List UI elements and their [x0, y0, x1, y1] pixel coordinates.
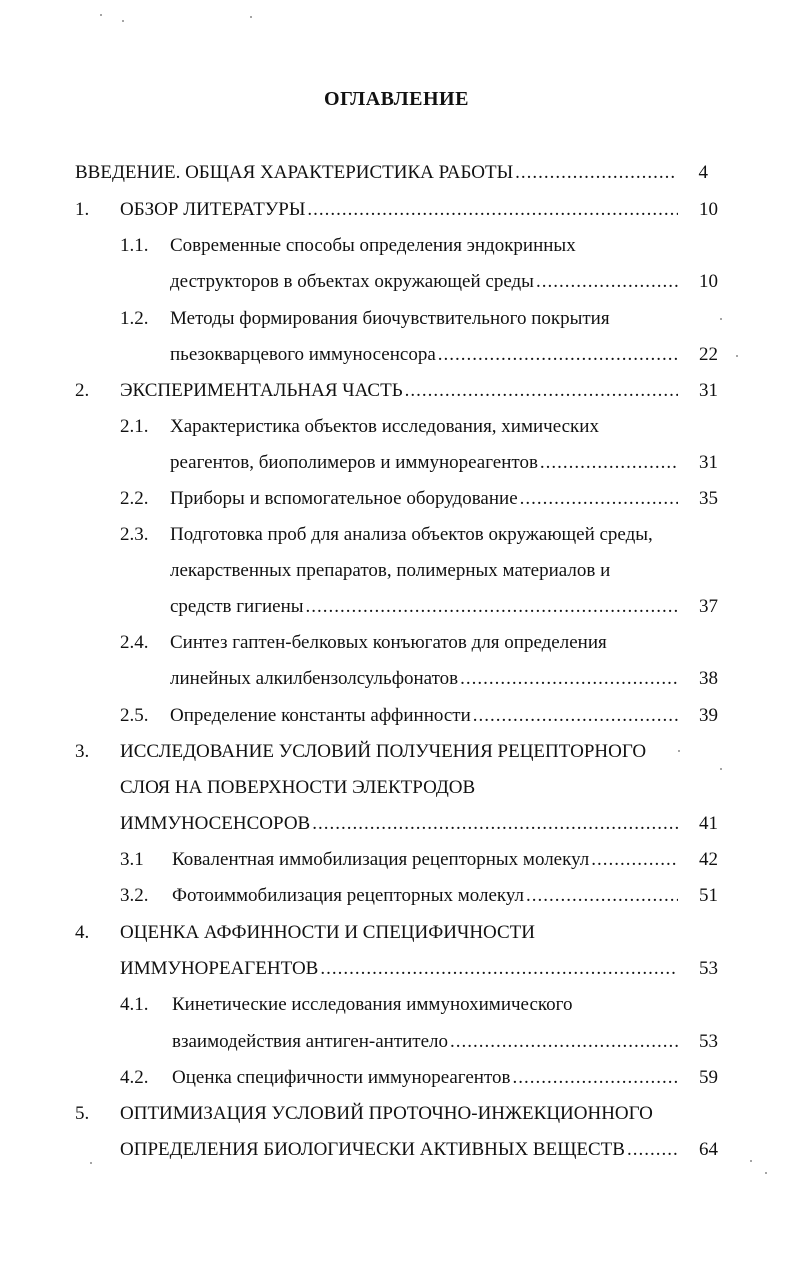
toc-page-number: 64 [699, 1139, 718, 1160]
leader-dots [450, 1029, 678, 1055]
toc-section-number: 1.1. [120, 235, 149, 256]
toc-entry-2-5 [170, 703, 678, 729]
toc-section-number: 2.4. [120, 632, 149, 653]
toc-entry-text: взаимодействия антиген-антитело [172, 1031, 449, 1052]
toc-entry-text: Фотоиммобилизация рецепторных молекул [172, 885, 525, 906]
toc-entry-text: лекарственных препаратов, полимерных материалов и [170, 560, 611, 581]
toc-entry-text: ВВЕДЕНИЕ. ОБЩАЯ ХАРАКТЕРИСТИКА РАБОТЫ [75, 162, 514, 183]
toc-entry-3-2 [172, 883, 678, 909]
toc-page-number: 59 [699, 1067, 718, 1088]
leader-dots [306, 594, 678, 620]
leader-dots [526, 883, 678, 909]
toc-entry-text: ИММУНОРЕАГЕНТОВ [120, 958, 319, 979]
toc-entry-text: ЭКСПЕРИМЕНТАЛЬНАЯ ЧАСТЬ [120, 380, 403, 401]
toc-page-number: 10 [699, 199, 718, 220]
toc-section-number: 1. [75, 199, 90, 220]
toc-section-number: 4. [75, 922, 90, 943]
leader-dots [405, 378, 678, 404]
toc-section-number: 2.1. [120, 416, 149, 437]
toc-page-number: 22 [699, 344, 718, 365]
toc-entry-text: средств гигиены [170, 596, 304, 617]
toc-section-number: 3.1 [120, 849, 144, 870]
toc-section-number: 2.2. [120, 488, 149, 509]
toc-entry-text: Кинетические исследования иммунохимического [172, 994, 573, 1015]
toc-page-number: 35 [699, 488, 718, 509]
leader-dots [540, 450, 678, 476]
toc-entry-text: Подготовка проб для анализа объектов окружающей среды, [170, 524, 653, 545]
scan-speck [250, 16, 252, 18]
toc-entry-5 [120, 1137, 678, 1163]
toc-entry-text: Ковалентная иммобилизация рецепторных молекул [172, 849, 590, 870]
toc-entry-text: Оценка специфичности иммунореагентов [172, 1067, 511, 1088]
toc-section-number: 2.3. [120, 524, 149, 545]
toc-page-number: 31 [699, 380, 718, 401]
toc-entry-text: ОПРЕДЕЛЕНИЯ БИОЛОГИЧЕСКИ АКТИВНЫХ ВЕЩЕСТВ [120, 1139, 625, 1160]
toc-entry-text: Современные способы определения эндокринных [170, 235, 576, 256]
leader-dots [627, 1137, 678, 1163]
toc-section-number: 2. [75, 380, 90, 401]
toc-page-number: 51 [699, 885, 718, 906]
leader-dots [515, 160, 675, 186]
scan-speck [122, 20, 124, 22]
leader-dots [536, 269, 678, 295]
toc-section-number: 1.2. [120, 308, 149, 329]
toc-entry-text: линейных алкилбензолсульфонатов [170, 668, 459, 689]
leader-dots [312, 811, 678, 837]
toc-page-number: 31 [699, 452, 718, 473]
leader-dots [473, 703, 678, 729]
toc-entry-text: реагентов, биополимеров и иммунореагентов [170, 452, 538, 473]
toc-section-number: 5. [75, 1103, 90, 1124]
toc-entry-4-1 [172, 1029, 678, 1055]
toc-page-number: 38 [699, 668, 718, 689]
toc-entry-text: пьезокварцевого иммуносенсора [170, 344, 436, 365]
toc-entry-text: ОЦЕНКА АФФИННОСТИ И СПЕЦИФИЧНОСТИ [120, 922, 535, 943]
leader-dots [320, 956, 678, 982]
toc-entry-text: Определение константы аффинности [170, 705, 471, 726]
toc-entry-2-4 [170, 666, 678, 692]
toc-entry-1-1 [170, 269, 678, 295]
toc-page-number: 4 [698, 162, 708, 183]
leader-dots [307, 197, 678, 223]
toc-page-number: 37 [699, 596, 718, 617]
toc-entry-2-3 [170, 594, 678, 620]
toc-entry-2-2 [170, 486, 678, 512]
toc-entry-text: ИММУНОСЕНСОРОВ [120, 813, 311, 834]
toc-page-number: 39 [699, 705, 718, 726]
toc-section-number: 4.1. [120, 994, 149, 1015]
toc-entry-3-1 [172, 847, 678, 873]
toc-entry-intro [75, 160, 675, 186]
toc-section-number: 4.2. [120, 1067, 149, 1088]
leader-dots [460, 666, 678, 692]
toc-section-number: 3.2. [120, 885, 149, 906]
scan-speck [720, 768, 722, 770]
toc-entry-text: Приборы и вспомогательное оборудование [170, 488, 518, 509]
scan-speck [750, 1160, 752, 1162]
toc-entry-text: Характеристика объектов исследования, химических [170, 416, 599, 437]
toc-entry-text: ОБЗОР ЛИТЕРАТУРЫ [120, 199, 306, 220]
toc-entry-1-2 [170, 342, 678, 368]
scan-speck [100, 14, 102, 16]
toc-entry-text: СЛОЯ НА ПОВЕРХНОСТИ ЭЛЕКТРОДОВ [120, 777, 476, 798]
toc-entry-1 [120, 197, 678, 223]
toc-page-number: 42 [699, 849, 718, 870]
toc-entry-text: ИССЛЕДОВАНИЕ УСЛОВИЙ ПОЛУЧЕНИЯ РЕЦЕПТОРНОГО [120, 741, 647, 762]
leader-dots [438, 342, 678, 368]
page-title: ОГЛАВЛЕНИЕ [324, 88, 469, 110]
toc-entry-4 [120, 956, 678, 982]
toc-entry-2-1 [170, 450, 678, 476]
scan-speck [90, 1162, 92, 1164]
scan-speck [765, 1172, 767, 1174]
toc-page-number: 53 [699, 958, 718, 979]
toc-section-number: 2.5. [120, 705, 149, 726]
toc-page-number: 41 [699, 813, 718, 834]
leader-dots [591, 847, 678, 873]
toc-page-number: 53 [699, 1031, 718, 1052]
toc-entry-text: Синтез гаптен-белковых конъюгатов для определения [170, 632, 607, 653]
leader-dots [520, 486, 678, 512]
toc-entry-2 [120, 378, 678, 404]
scan-speck [678, 750, 680, 752]
toc-entry-text: деструкторов в объектах окружающей среды [170, 271, 534, 292]
toc-page-number: 10 [699, 271, 718, 292]
toc-entry-text: Методы формирования биочувствительного покрытия [170, 308, 610, 329]
scan-speck [720, 318, 722, 320]
scan-speck [736, 355, 738, 357]
toc-entry-text: ОПТИМИЗАЦИЯ УСЛОВИЙ ПРОТОЧНО-ИНЖЕКЦИОННОГО [120, 1103, 653, 1124]
leader-dots [512, 1065, 678, 1091]
toc-entry-3 [120, 811, 678, 837]
toc-section-number: 3. [75, 741, 90, 762]
toc-entry-4-2 [172, 1065, 678, 1091]
